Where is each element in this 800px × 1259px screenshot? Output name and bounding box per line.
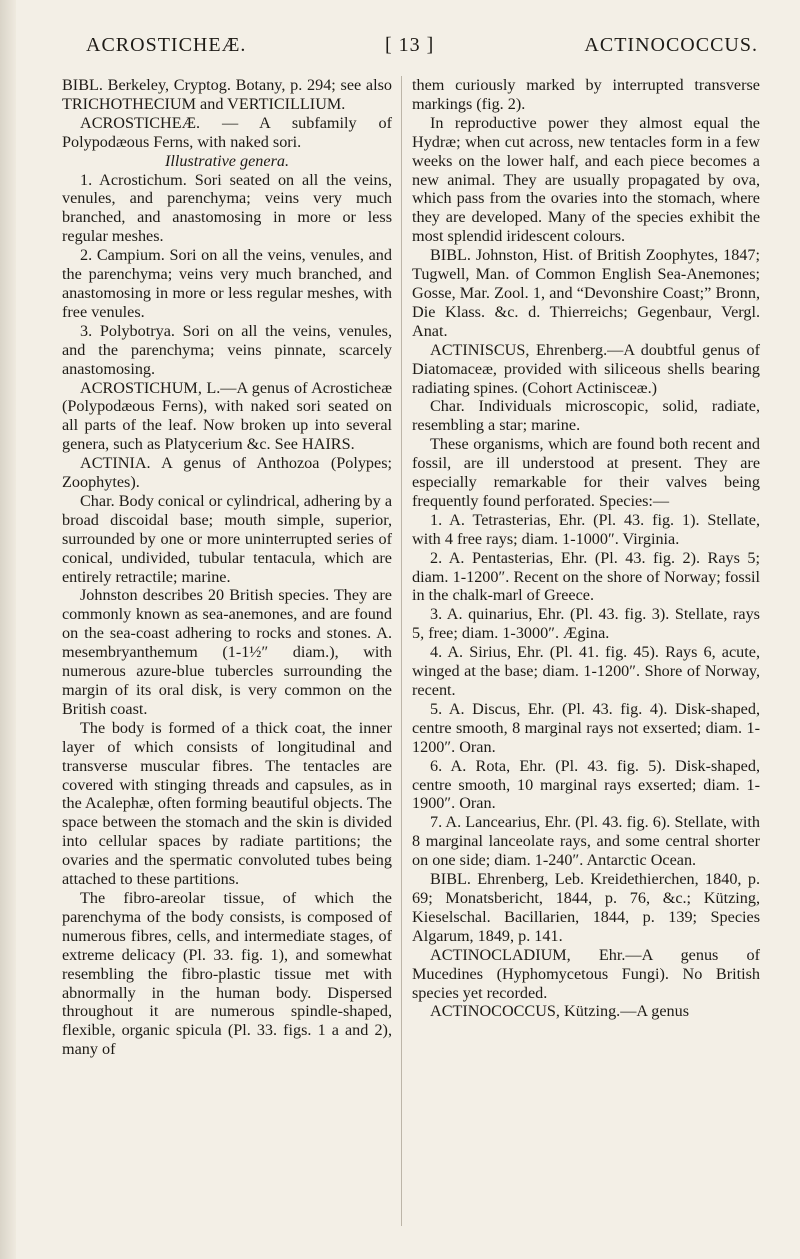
right-column <box>412 76 760 1021</box>
left-column <box>62 76 392 1059</box>
paragraph: In reproductive power they almost equal the Hydræ; when cut across, new tentacles form in a few weeks on the lower half, and each piece becomes a new animal. They are usually propagated by ova, which pass from the ovaries into the stomach, where they are developed. Many of the species exhibit the most splendid iridescent colours. <box>412 113 760 246</box>
column-divider <box>401 76 402 1226</box>
paragraph: Char. Body conical or cylindrical, adhering by a broad discoidal base; mouth simple, superior, surrounded by one or more uninterrupted series of conical, undivided, tubular tentacula, which are entirely retractile; marine. <box>62 491 392 586</box>
paragraph: 3. A. quinarius, Ehr. (Pl. 43. fig. 3). Stellate, rays 5, free; diam. 1-3000″. Ægina. <box>412 605 760 643</box>
paragraph: BIBL. Berkeley, Cryptog. Botany, p. 294; see also TRICHOTHECIUM and VERTICILLIUM. <box>62 76 392 113</box>
paragraph: ACTINIA. A genus of Anthozoa (Polypes; Zoophytes). <box>62 454 392 492</box>
paragraph: ACTINOCOCCUS, Kützing.—A genus <box>430 1002 690 1021</box>
paragraph: 5. A. Discus, Ehr. (Pl. 43. fig. 4). Disk-shaped, centre smooth, 8 marginal rays not exserted; diam. 1-1200″. Oran. <box>412 699 760 756</box>
paragraph: 1. Acrostichum. Sori seated on all the veins, venules, and parenchyma; veins very much branched, and anastomosing in more or less regular meshes. <box>62 170 392 246</box>
paragraph: 7. A. Lancearius, Ehr. (Pl. 43. fig. 6). Stellate, with 8 marginal lanceolate rays, and some central shorter on one side; diam. 1-240″. Antarctic Ocean. <box>412 813 760 870</box>
paragraph: Johnston describes 20 British species. They are commonly known as sea-anemones, and are found on the sea-coast adhering to rocks and stones. A. mesembryanthemum (1-1½″ diam.), with numerous azure-blue tubercles surrounding the margin of its oral disk, is very common on the British coast. <box>62 586 392 718</box>
paragraph: These organisms, which are found both recent and fossil, are ill understood at present. They are especially remarkable for their valves being frequently found perforated. Species:— <box>412 435 760 510</box>
paragraph: BIBL. Johnston, Hist. of British Zoophytes, 1847; Tugwell, Man. of Common English Sea-Anemones; Gosse, Mar. Zool. 1, and “Devonshire Coast;” Bronn, Die Klass. &c. d. Thierreichs; Gegenbaur, Vergl. Anat. <box>412 246 760 340</box>
paragraph: 6. A. Rota, Ehr. (Pl. 43. fig. 5). Disk-shaped, centre smooth, 10 marginal rays exserted; diam. 1-1900″. Oran. <box>412 756 760 813</box>
paragraph: ACTINOCLADIUM, Ehr.—A genus of Mucedines (Hyphomycetous Fungi). No British species yet recorded. <box>412 945 760 1002</box>
page-number: [ 13 ] <box>385 34 435 56</box>
subheading: Illustrative genera. <box>164 151 290 170</box>
paragraph: 2. Campium. Sori on all the veins, venules, and the parenchyma; veins very much branched, and anastomosing in more or less regular meshes, with free venules. <box>62 246 392 321</box>
paragraph: them curiously marked by interrupted transverse markings (fig. 2). <box>412 76 760 113</box>
paragraph: ACTINISCUS, Ehrenberg.—A doubtful genus of Diatomaceæ, provided with siliceous shells bearing radiating spines. (Cohort Actinisceæ.) <box>412 340 760 397</box>
paragraph: ACROSTICHEÆ. — A subfamily of Polypodæous Ferns, with naked sori. <box>62 113 392 151</box>
paragraph: 4. A. Sirius, Ehr. (Pl. 41. fig. 45). Rays 6, acute, winged at the base; diam. 1-1200″. Shore of Norway, recent. <box>412 643 760 699</box>
paragraph: The fibro-areolar tissue, of which the parenchyma of the body consists, is composed of numerous fibres, cells, and intermediate stages, of extreme delicacy (Pl. 33. fig. 1), and somewhat resembling the fibro-plastic tissue met with abnormally in the human body. Dispersed throughout it are numerous spindle-shaped, flexible, organic spicula (Pl. 33. figs. 1 a and 2), many of <box>62 888 392 1059</box>
paragraph: Char. Individuals microscopic, solid, radiate, resembling a star; marine. <box>412 397 760 435</box>
paragraph: The body is formed of a thick coat, the inner layer of which consists of longitudinal and transverse muscular fibres. The tentacles are covered with stinging threads and capsules, as in the Acalephæ, often forming beautiful objects. The space between the stomach and the skin is divided into cellular spaces by radiate partitions; the ovaries and the spermatic convoluted tubes being attached to these partitions. <box>62 718 392 889</box>
running-header <box>60 34 766 64</box>
paragraph: 1. A. Tetrasterias, Ehr. (Pl. 43. fig. 1). Stellate, with 4 free rays; diam. 1-1000″. Virginia. <box>412 510 760 548</box>
binding-edge <box>0 0 16 1259</box>
paragraph: 3. Polybotrya. Sori on all the veins, venules, and the parenchyma; veins pinnate, scarcely anastomosing. <box>62 321 392 378</box>
paragraph: ACROSTICHUM, L.—A genus of Acrosticheæ (Polypodæous Ferns), with naked sori seated on all parts of the leaf. Now broken up into several genera, such as Platycerium &c. See HAIRS. <box>62 378 392 454</box>
header-right-word: ACTINOCOCCUS. <box>584 34 758 56</box>
header-left-word: ACROSTICHEÆ. <box>86 34 247 56</box>
paragraph: BIBL. Ehrenberg, Leb. Kreidethierchen, 1840, p. 69; Monatsbericht, 1844, p. 76, &c.; Kützing, Kieselschal. Bacillarien, 1844, p. 139; Species Algarum, 1849, p. 141. <box>412 870 760 945</box>
paragraph: 2. A. Pentasterias, Ehr. (Pl. 43. fig. 2). Rays 5; diam. 1-1200″. Recent on the shore of Norway; fossil in the chalk-marl of Greece. <box>412 548 760 605</box>
